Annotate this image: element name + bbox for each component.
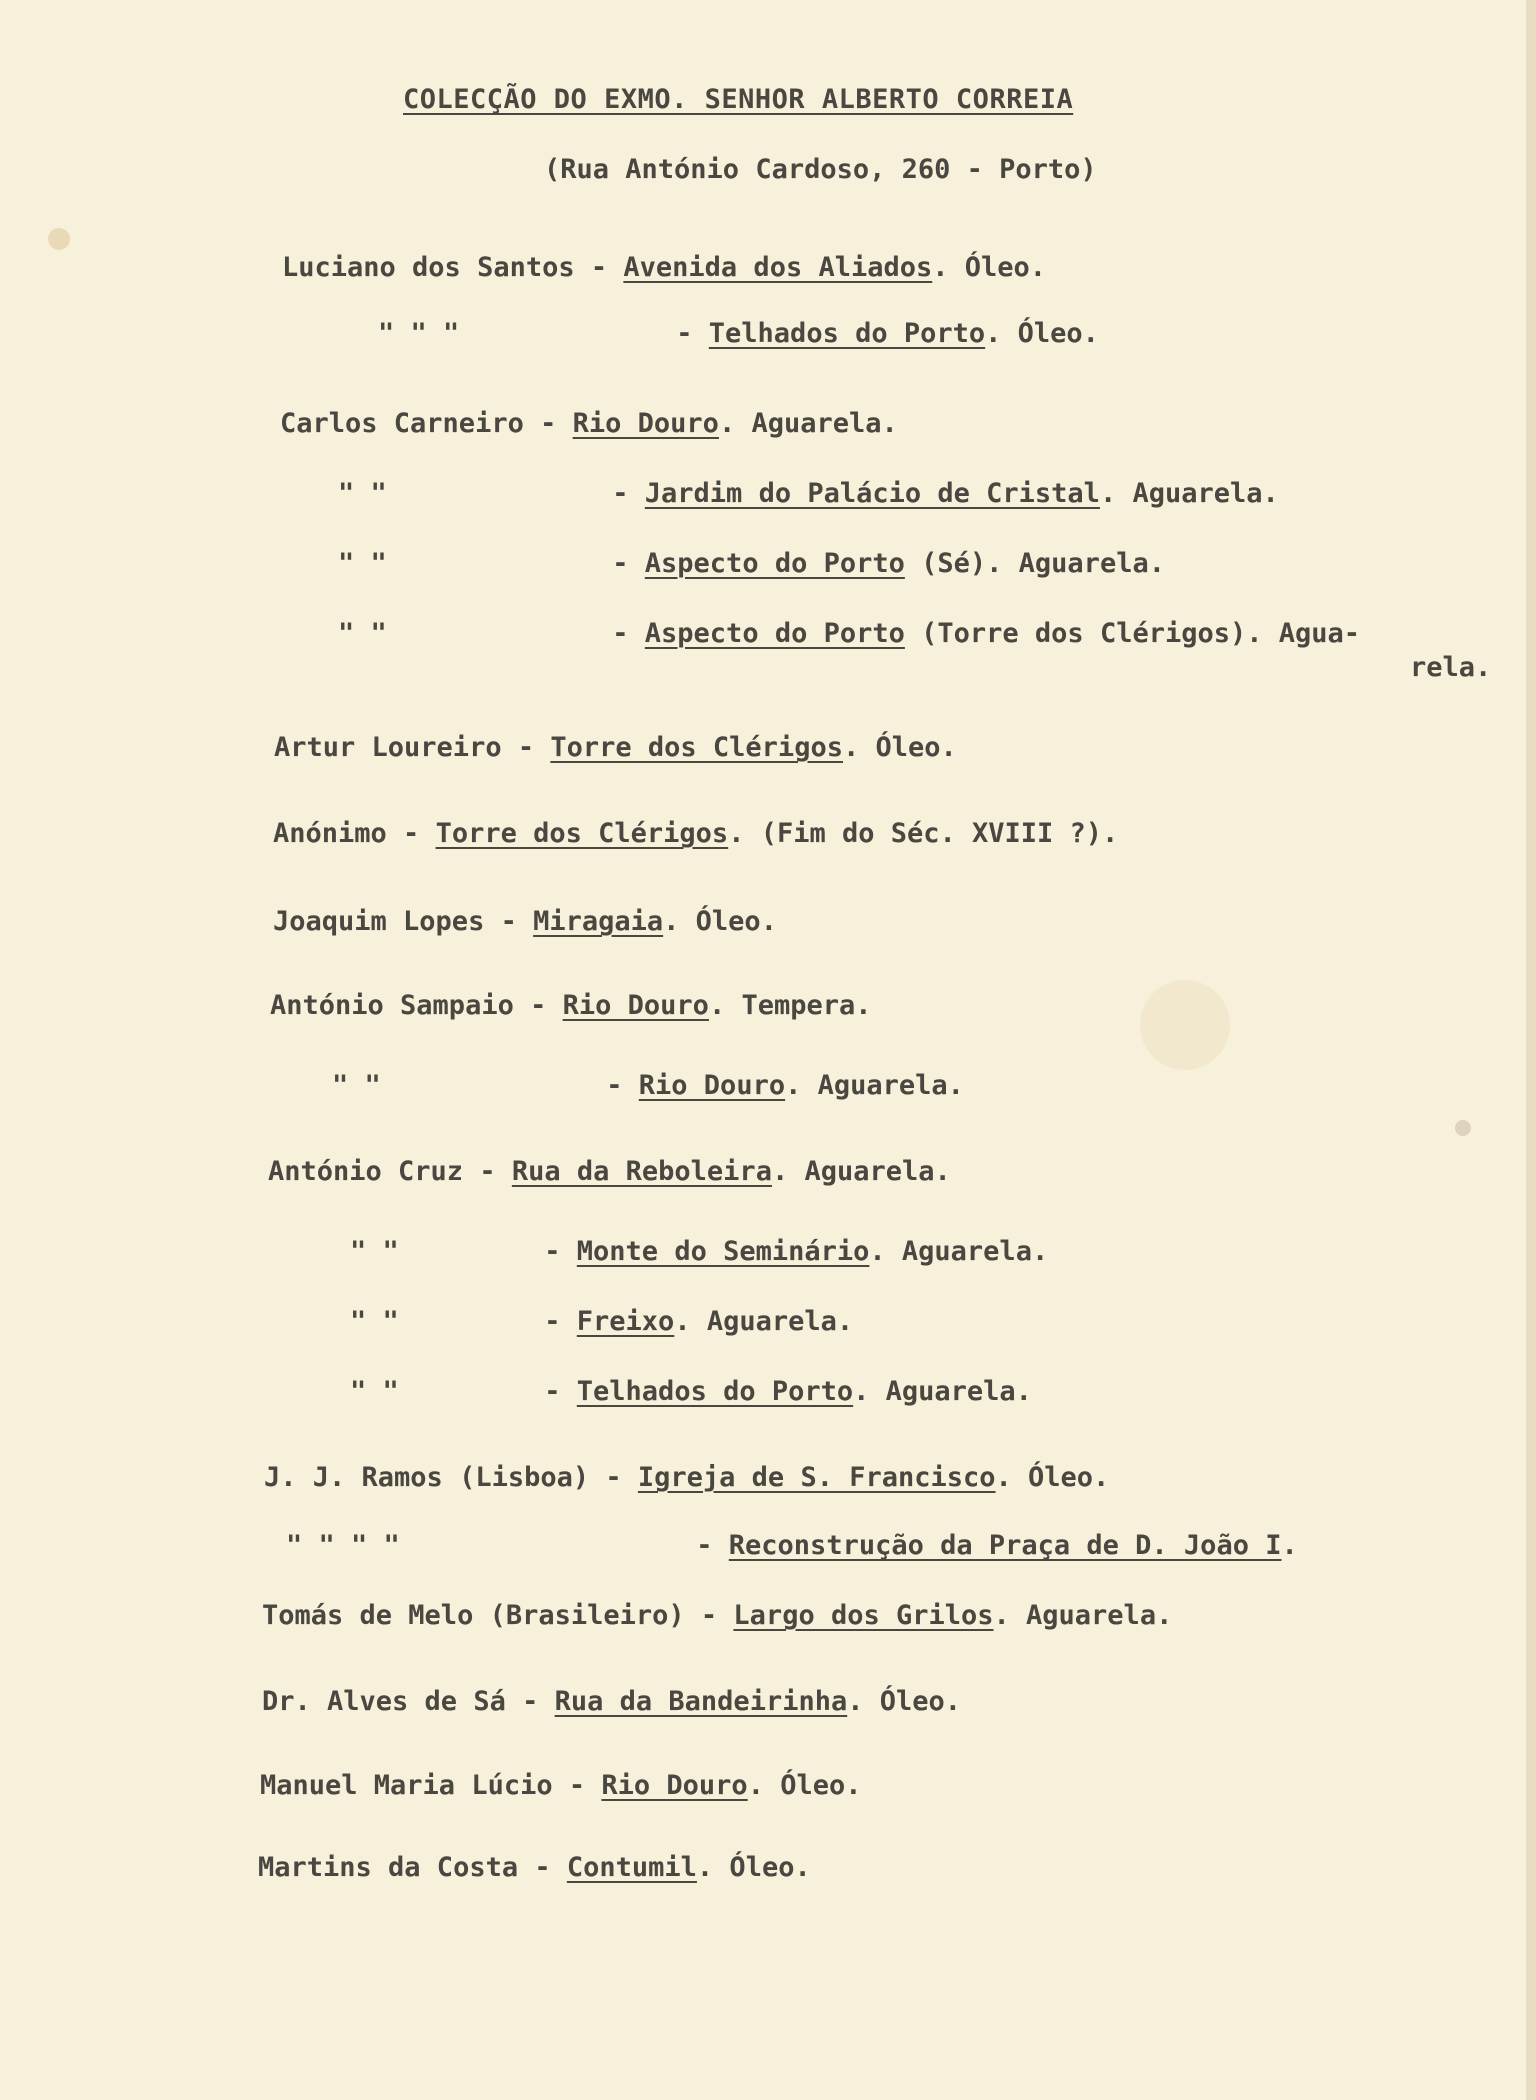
artwork-title: Jardim do Palácio de Cristal: [644, 478, 1100, 509]
collection-entry: [338, 618, 1360, 650]
artist-name: Carlos Carneiro: [280, 408, 524, 439]
artwork-title: Telhados do Porto: [708, 318, 986, 349]
page-edge: [1526, 0, 1536, 2100]
separator-dash: -: [513, 990, 563, 1021]
separator-dash: -: [590, 1070, 639, 1101]
collection-entry: [264, 1462, 1109, 1494]
ditto-marks: " " ": [378, 318, 460, 349]
artwork-title: Largo dos Grilos: [733, 1600, 994, 1631]
collection-entry: [378, 318, 1099, 350]
separator-dash: -: [660, 318, 709, 349]
separator-dash: -: [528, 1236, 577, 1267]
separator-dash: -: [528, 1306, 577, 1337]
artwork-title: Miragaia: [533, 906, 664, 937]
artist-name: Anónimo: [273, 818, 387, 849]
ditto-marks: " ": [332, 1070, 381, 1101]
separator-dash: -: [589, 1462, 638, 1493]
artwork-medium: . Aguarela.: [674, 1306, 854, 1337]
page-title: COLECÇÃO DO EXMO. SENHOR ALBERTO CORREIA: [403, 84, 1074, 115]
artwork-medium: .: [1281, 1530, 1298, 1561]
collection-entry: [338, 548, 1165, 580]
collection-entry: [262, 1686, 961, 1718]
ditto-marks: " ": [338, 548, 387, 579]
artwork-medium: . Aguarela.: [853, 1376, 1032, 1407]
artist-name: Joaquim Lopes: [273, 906, 485, 937]
artwork-title: Torre dos Clérigos: [435, 818, 729, 849]
collection-entry: [282, 252, 1046, 284]
artwork-medium: . Óleo.: [847, 1686, 962, 1717]
separator-dash: -: [501, 732, 551, 763]
collection-entry: [338, 478, 1279, 510]
artwork-medium: . Aguarela.: [718, 408, 898, 439]
artwork-title: Rio Douro: [638, 1070, 786, 1101]
artwork-title: Freixo: [576, 1306, 675, 1337]
artwork-medium: . Óleo.: [995, 1462, 1110, 1493]
collection-entry: [270, 990, 872, 1022]
artwork-medium: . Aguarela.: [1099, 478, 1279, 509]
artist-name: Luciano dos Santos: [282, 252, 575, 283]
artwork-medium: (Sé). Aguarela.: [904, 548, 1165, 579]
artwork-medium: . Óleo.: [842, 732, 957, 763]
separator-dash: -: [596, 478, 645, 509]
artwork-medium: (Torre dos Clérigos). Agua-: [904, 618, 1361, 649]
artwork-title: Rua da Reboleira: [511, 1156, 772, 1187]
artwork-medium: . Aguarela.: [785, 1070, 964, 1101]
artwork-title: Reconstrução da Praça de D. João I: [728, 1530, 1282, 1561]
paper-stain: [48, 228, 70, 250]
artist-name: J. J. Ramos (Lisboa): [264, 1462, 590, 1493]
collection-entry: [350, 1236, 1048, 1268]
artwork-title: Rua da Bandeirinha: [554, 1686, 848, 1717]
collection-entry: [268, 1156, 951, 1188]
separator-dash: -: [528, 1376, 577, 1407]
paper-hole: [1455, 1120, 1471, 1136]
artwork-title: Rio Douro: [572, 408, 719, 439]
separator-dash: -: [552, 1770, 602, 1801]
collection-entry: [273, 906, 777, 938]
paper-stain: [1140, 980, 1230, 1070]
ditto-marks: " ": [350, 1306, 399, 1337]
ditto-marks: " ": [338, 618, 387, 649]
ditto-marks: " ": [350, 1376, 399, 1407]
artwork-title: Igreja de S. Francisco: [637, 1462, 996, 1493]
collection-entry: [274, 732, 957, 764]
separator-dash: -: [484, 906, 534, 937]
collection-entry: [260, 1770, 862, 1802]
separator-dash: -: [680, 1530, 729, 1561]
collection-entry: [332, 1070, 964, 1102]
separator-dash: -: [596, 548, 645, 579]
artwork-medium: . Óleo.: [985, 318, 1099, 349]
artwork-medium: . Aguarela.: [771, 1156, 951, 1187]
artwork-title: Aspecto do Porto: [644, 548, 905, 579]
artwork-medium: . Óleo.: [663, 906, 777, 937]
address-line: (Rua António Cardoso, 260 - Porto): [544, 154, 1097, 185]
collection-entry: [280, 408, 898, 440]
artwork-medium: . Óleo.: [747, 1770, 862, 1801]
line-continuation: rela.: [1410, 652, 1492, 683]
artwork-medium: . Aguarela.: [993, 1600, 1173, 1631]
separator-dash: -: [505, 1686, 555, 1717]
artist-name: Dr. Alves de Sá: [262, 1686, 506, 1717]
artwork-medium: . Óleo.: [696, 1852, 811, 1883]
ditto-marks: " ": [350, 1236, 399, 1267]
separator-dash: -: [518, 1852, 567, 1883]
separator-dash: -: [463, 1156, 512, 1187]
separator-dash: -: [523, 408, 573, 439]
collection-entry: [350, 1306, 853, 1338]
separator-dash: -: [596, 618, 645, 649]
separator-dash: -: [574, 252, 624, 283]
separator-dash: -: [684, 1600, 734, 1631]
artwork-medium: . Óleo.: [932, 252, 1047, 283]
collection-entry: [350, 1376, 1032, 1408]
artwork-title: Rio Douro: [562, 990, 709, 1021]
artist-name: Manuel Maria Lúcio: [260, 1770, 553, 1801]
artwork-title: Contumil: [566, 1852, 697, 1883]
separator-dash: -: [386, 818, 436, 849]
artwork-medium: . Aguarela.: [869, 1236, 1049, 1267]
artwork-medium: . Tempera.: [708, 990, 872, 1021]
artwork-medium: . (Fim do Séc. XVIII ?).: [728, 818, 1119, 849]
ditto-marks: " " " ": [286, 1530, 400, 1561]
artist-name: António Sampaio: [270, 990, 514, 1021]
collection-entry: [258, 1852, 811, 1884]
collection-entry: [286, 1530, 1298, 1562]
artwork-title: Torre dos Clérigos: [550, 732, 843, 763]
artist-name: Martins da Costa: [258, 1852, 519, 1883]
collection-entry: [273, 818, 1118, 850]
collection-entry: [262, 1600, 1172, 1632]
artist-name: Artur Loureiro: [274, 732, 502, 763]
artist-name: António Cruz: [268, 1156, 464, 1187]
artwork-title: Rio Douro: [601, 1770, 748, 1801]
ditto-marks: " ": [338, 478, 387, 509]
artwork-title: Telhados do Porto: [576, 1376, 854, 1407]
artist-name: Tomás de Melo (Brasileiro): [262, 1600, 685, 1631]
artwork-title: Monte do Seminário: [576, 1236, 870, 1267]
artwork-title: Avenida dos Aliados: [623, 252, 933, 283]
artwork-title: Aspecto do Porto: [644, 618, 905, 649]
